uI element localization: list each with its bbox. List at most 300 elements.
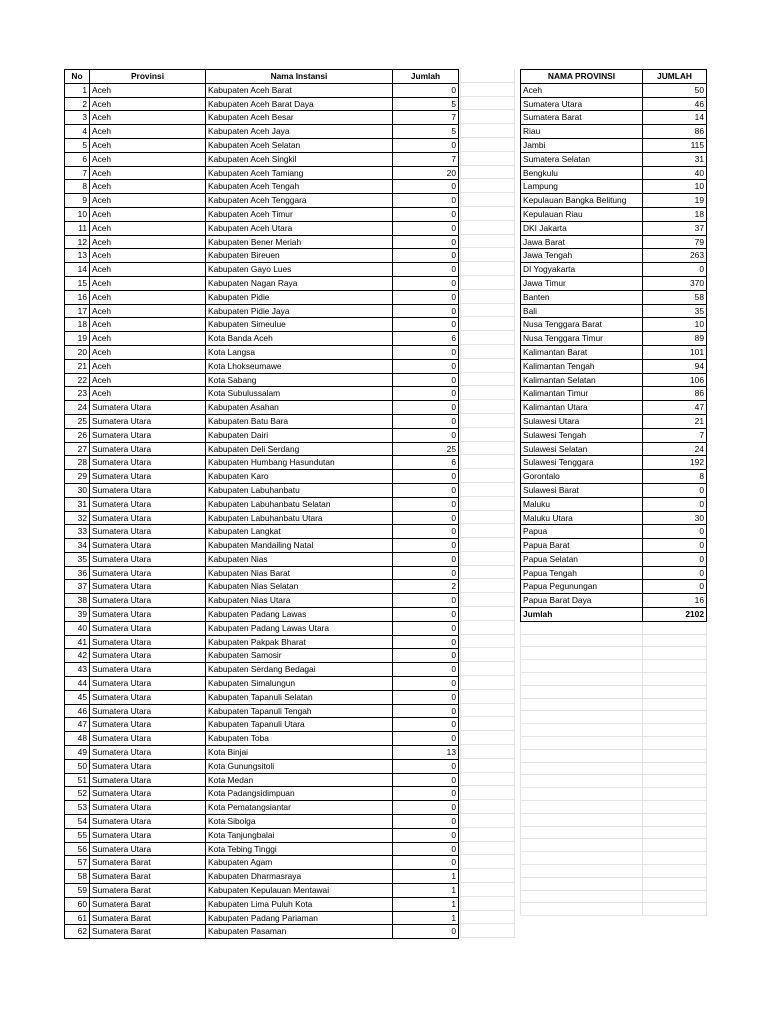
- empty-cell: [461, 331, 514, 345]
- nama-instansi-cell: Kabupaten Aceh Tengah: [206, 180, 393, 194]
- province-name-cell: Papua: [521, 525, 643, 539]
- empty-cell: [643, 890, 707, 903]
- provinsi-cell: Sumatera Utara: [90, 497, 206, 511]
- row-number: 3: [65, 111, 90, 125]
- nama-instansi-cell: Kabupaten Pasaman: [206, 925, 393, 939]
- nama-instansi-cell: Kota Langsa: [206, 345, 393, 359]
- table-row: [65, 621, 459, 635]
- summary-row: [521, 525, 707, 539]
- row-number: 62: [65, 925, 90, 939]
- table-row: [65, 207, 459, 221]
- summary-row: [521, 276, 707, 290]
- summary-row: [521, 497, 707, 511]
- summary-row: [521, 318, 707, 332]
- row-number: 42: [65, 649, 90, 663]
- nama-instansi-cell: Kabupaten Bireuen: [206, 249, 393, 263]
- row-number: 39: [65, 608, 90, 622]
- empty-cell: [461, 731, 514, 745]
- empty-cell: [461, 428, 514, 442]
- provinsi-cell: Sumatera Utara: [90, 525, 206, 539]
- provinsi-cell: Sumatera Utara: [90, 552, 206, 566]
- empty-cell: [461, 579, 514, 593]
- table-row: [65, 497, 459, 511]
- province-total-cell: 0: [643, 580, 707, 594]
- empty-cell: [643, 877, 707, 890]
- nama-instansi-cell: Kota Banda Aceh: [206, 332, 393, 346]
- nama-instansi-cell: Kota Subulussalam: [206, 387, 393, 401]
- nama-instansi-cell: Kabupaten Aceh Selatan: [206, 138, 393, 152]
- jumlah-cell: 13: [393, 746, 459, 760]
- table-row: [65, 180, 459, 194]
- provinsi-cell: Sumatera Barat: [90, 884, 206, 898]
- table-row: [65, 263, 459, 277]
- empty-column: [460, 69, 515, 938]
- provinsi-cell: Sumatera Utara: [90, 787, 206, 801]
- row-number: 25: [65, 414, 90, 428]
- table-row: [65, 870, 459, 884]
- empty-cell: [521, 660, 643, 673]
- summary-row: [521, 483, 707, 497]
- empty-cell: [461, 235, 514, 249]
- province-name-cell: Aceh: [521, 83, 643, 97]
- empty-cell: [461, 221, 514, 235]
- jumlah-cell: 0: [393, 663, 459, 677]
- summary-row: [521, 290, 707, 304]
- empty-cell: [461, 869, 514, 883]
- table-row: [65, 194, 459, 208]
- jumlah-cell: 0: [393, 828, 459, 842]
- jumlah-cell: 0: [393, 815, 459, 829]
- province-name-cell: Kalimantan Selatan: [521, 373, 643, 387]
- table-row: [65, 608, 459, 622]
- jumlah-cell: 1: [393, 911, 459, 925]
- empty-cell: [643, 711, 707, 724]
- row-number: 17: [65, 304, 90, 318]
- province-name-cell: Bengkulu: [521, 166, 643, 180]
- empty-cell: [461, 676, 514, 690]
- province-name-cell: Maluku Utara: [521, 511, 643, 525]
- provinsi-cell: Sumatera Utara: [90, 718, 206, 732]
- jumlah-cell: 0: [393, 525, 459, 539]
- provinsi-cell: Aceh: [90, 235, 206, 249]
- table-row: [65, 111, 459, 125]
- table-row: [65, 304, 459, 318]
- table-row: [65, 166, 459, 180]
- table-row: [65, 125, 459, 139]
- nama-instansi-cell: Kabupaten Samosir: [206, 649, 393, 663]
- row-number: 14: [65, 263, 90, 277]
- jumlah-cell: 0: [393, 704, 459, 718]
- jumlah-cell: 0: [393, 414, 459, 428]
- jumlah-cell: 0: [393, 801, 459, 815]
- jumlah-cell: 1: [393, 897, 459, 911]
- empty-cell: [461, 373, 514, 387]
- row-number: 30: [65, 483, 90, 497]
- nama-instansi-cell: Kabupaten Humbang Hasundutan: [206, 456, 393, 470]
- nama-instansi-cell: Kabupaten Padang Pariaman: [206, 911, 393, 925]
- empty-cell: [461, 552, 514, 566]
- empty-cell: [643, 673, 707, 686]
- empty-grid-row: [521, 673, 707, 686]
- empty-cell: [521, 634, 643, 647]
- province-name-cell: Nusa Tenggara Timur: [521, 332, 643, 346]
- province-name-cell: Kepulauan Bangka Belitung: [521, 194, 643, 208]
- nama-instansi-cell: Kota Pematangsiantar: [206, 801, 393, 815]
- empty-grid-row: [521, 698, 707, 711]
- empty-cell: [643, 660, 707, 673]
- jumlah-cell: 5: [393, 125, 459, 139]
- province-total-cell: 0: [643, 497, 707, 511]
- table-row: [65, 732, 459, 746]
- table-row: [65, 759, 459, 773]
- provinsi-cell: Aceh: [90, 373, 206, 387]
- table-row: [65, 815, 459, 829]
- summary-row: [521, 552, 707, 566]
- empty-cell: [521, 673, 643, 686]
- jumlah-cell: 0: [393, 608, 459, 622]
- province-total-cell: 370: [643, 276, 707, 290]
- nama-instansi-cell: Kabupaten Padang Lawas Utara: [206, 621, 393, 635]
- province-total-cell: 94: [643, 359, 707, 373]
- empty-cell: [461, 538, 514, 552]
- row-number: 29: [65, 470, 90, 484]
- table-row: [65, 442, 459, 456]
- province-total-cell: 14: [643, 111, 707, 125]
- table-row: [65, 249, 459, 263]
- jumlah-cell: 0: [393, 235, 459, 249]
- summary-row: [521, 152, 707, 166]
- row-number: 59: [65, 884, 90, 898]
- empty-cell: [461, 97, 514, 111]
- nama-instansi-cell: Kota Gunungsitoli: [206, 759, 393, 773]
- row-number: 26: [65, 428, 90, 442]
- empty-grid-row: [521, 890, 707, 903]
- nama-instansi-cell: Kabupaten Padang Lawas: [206, 608, 393, 622]
- table-row: [65, 138, 459, 152]
- nama-instansi-cell: Kabupaten Kepulauan Mentawai: [206, 884, 393, 898]
- provinsi-cell: Aceh: [90, 194, 206, 208]
- header-row: [65, 70, 459, 84]
- table-row: [65, 580, 459, 594]
- provinsi-cell: Aceh: [90, 125, 206, 139]
- empty-grid-row: [521, 749, 707, 762]
- provinsi-cell: Sumatera Utara: [90, 539, 206, 553]
- empty-cell: [461, 193, 514, 207]
- header-provinsi: Provinsi: [90, 70, 206, 84]
- empty-cell: [643, 762, 707, 775]
- empty-cell: [461, 911, 514, 925]
- provinsi-cell: Sumatera Utara: [90, 690, 206, 704]
- empty-cell: [461, 304, 514, 318]
- row-number: 47: [65, 718, 90, 732]
- jumlah-cell: 0: [393, 732, 459, 746]
- empty-cell: [461, 345, 514, 359]
- empty-cell: [521, 621, 643, 634]
- row-number: 33: [65, 525, 90, 539]
- provinsi-cell: Sumatera Utara: [90, 773, 206, 787]
- provinsi-cell: Sumatera Utara: [90, 801, 206, 815]
- empty-cell: [461, 759, 514, 773]
- empty-cell: [643, 621, 707, 634]
- provinsi-cell: Aceh: [90, 290, 206, 304]
- empty-cell: [521, 826, 643, 839]
- nama-instansi-cell: Kabupaten Lima Puluh Kota: [206, 897, 393, 911]
- nama-instansi-cell: Kabupaten Aceh Timur: [206, 207, 393, 221]
- empty-cell: [461, 83, 514, 97]
- province-total-cell: 46: [643, 97, 707, 111]
- nama-instansi-cell: Kabupaten Aceh Singkil: [206, 152, 393, 166]
- province-total-cell: 10: [643, 180, 707, 194]
- jumlah-cell: 0: [393, 83, 459, 97]
- empty-grid-row: [521, 839, 707, 852]
- province-name-cell: DI Yogyakarta: [521, 263, 643, 277]
- table-row: [65, 828, 459, 842]
- jumlah-cell: 0: [393, 842, 459, 856]
- jumlah-cell: 1: [393, 884, 459, 898]
- empty-grid-row: [521, 826, 707, 839]
- nama-instansi-cell: Kabupaten Aceh Tenggara: [206, 194, 393, 208]
- provinsi-cell: Aceh: [90, 83, 206, 97]
- province-name-cell: Kalimantan Tengah: [521, 359, 643, 373]
- table-row: [65, 456, 459, 470]
- empty-grid-row: [521, 801, 707, 814]
- empty-cell: [521, 813, 643, 826]
- province-name-cell: Sulawesi Tenggara: [521, 456, 643, 470]
- jumlah-cell: 0: [393, 221, 459, 235]
- row-number: 32: [65, 511, 90, 525]
- provinsi-cell: Aceh: [90, 276, 206, 290]
- row-number: 4: [65, 125, 90, 139]
- province-total-cell: 106: [643, 373, 707, 387]
- row-number: 61: [65, 911, 90, 925]
- provinsi-cell: Sumatera Barat: [90, 925, 206, 939]
- row-number: 20: [65, 345, 90, 359]
- summary-row: [521, 539, 707, 553]
- province-name-cell: Papua Selatan: [521, 552, 643, 566]
- row-number: 27: [65, 442, 90, 456]
- nama-instansi-cell: Kabupaten Tapanuli Tengah: [206, 704, 393, 718]
- empty-cell: [461, 855, 514, 869]
- province-total-cell: 0: [643, 263, 707, 277]
- row-number: 50: [65, 759, 90, 773]
- nama-instansi-cell: Kabupaten Labuhanbatu Selatan: [206, 497, 393, 511]
- table-row: [65, 97, 459, 111]
- empty-grid-row: [521, 877, 707, 890]
- table-row: [65, 290, 459, 304]
- row-number: 54: [65, 815, 90, 829]
- nama-instansi-cell: Kabupaten Tapanuli Utara: [206, 718, 393, 732]
- provinsi-cell: Aceh: [90, 207, 206, 221]
- row-number: 56: [65, 842, 90, 856]
- province-name-cell: Papua Pegunungan: [521, 580, 643, 594]
- empty-cell: [521, 685, 643, 698]
- summary-row: [521, 442, 707, 456]
- row-number: 21: [65, 359, 90, 373]
- empty-grid-row: [521, 865, 707, 878]
- provinsi-cell: Sumatera Utara: [90, 828, 206, 842]
- table-row: [65, 842, 459, 856]
- summary-row: [521, 373, 707, 387]
- empty-cell: [521, 647, 643, 660]
- table-row: [65, 152, 459, 166]
- jumlah-cell: 1: [393, 870, 459, 884]
- jumlah-cell: 0: [393, 649, 459, 663]
- empty-cell: [643, 749, 707, 762]
- total-value: 2102: [643, 608, 707, 622]
- table-row: [65, 663, 459, 677]
- row-number: 49: [65, 746, 90, 760]
- table-row: [65, 677, 459, 691]
- nama-instansi-cell: Kabupaten Mandailing Natal: [206, 539, 393, 553]
- empty-cell: [461, 662, 514, 676]
- empty-grid-row: [521, 685, 707, 698]
- province-total-cell: 40: [643, 166, 707, 180]
- nama-instansi-cell: Kota Binjai: [206, 746, 393, 760]
- empty-grid-row: [521, 903, 707, 916]
- province-total-cell: 37: [643, 221, 707, 235]
- empty-grid-row: [521, 621, 707, 634]
- table-row: [65, 911, 459, 925]
- summary-row: [521, 332, 707, 346]
- province-name-cell: Jawa Barat: [521, 235, 643, 249]
- summary-row: [521, 428, 707, 442]
- total-row: [521, 608, 707, 622]
- province-name-cell: Gorontalo: [521, 470, 643, 484]
- provinsi-cell: Sumatera Utara: [90, 456, 206, 470]
- row-number: 38: [65, 594, 90, 608]
- empty-grid-row: [521, 813, 707, 826]
- table-row: [65, 332, 459, 346]
- summary-row: [521, 594, 707, 608]
- summary-row: [521, 263, 707, 277]
- province-total-cell: 16: [643, 594, 707, 608]
- empty-cell: [643, 698, 707, 711]
- jumlah-cell: 0: [393, 539, 459, 553]
- row-number: 5: [65, 138, 90, 152]
- empty-cell: [461, 511, 514, 525]
- empty-grid-row: [521, 634, 707, 647]
- province-total-cell: 263: [643, 249, 707, 263]
- empty-cell: [461, 524, 514, 538]
- row-number: 35: [65, 552, 90, 566]
- province-name-cell: Papua Barat: [521, 539, 643, 553]
- empty-cell: [461, 248, 514, 262]
- nama-instansi-cell: Kabupaten Pidie Jaya: [206, 304, 393, 318]
- empty-cell: [521, 749, 643, 762]
- summary-row: [521, 345, 707, 359]
- summary-row: [521, 111, 707, 125]
- province-name-cell: Maluku: [521, 497, 643, 511]
- provinsi-cell: Aceh: [90, 138, 206, 152]
- row-number: 48: [65, 732, 90, 746]
- empty-cell: [461, 455, 514, 469]
- province-total-cell: 24: [643, 442, 707, 456]
- provinsi-cell: Sumatera Utara: [90, 566, 206, 580]
- jumlah-cell: 0: [393, 552, 459, 566]
- table-row: [65, 276, 459, 290]
- nama-instansi-cell: Kabupaten Simalungun: [206, 677, 393, 691]
- summary-row: [521, 511, 707, 525]
- province-name-cell: Kalimantan Timur: [521, 387, 643, 401]
- empty-cell: [643, 839, 707, 852]
- jumlah-cell: 0: [393, 635, 459, 649]
- summary-row: [521, 304, 707, 318]
- empty-cell: [643, 865, 707, 878]
- province-total-cell: 89: [643, 332, 707, 346]
- nama-instansi-cell: Kabupaten Toba: [206, 732, 393, 746]
- jumlah-cell: 0: [393, 401, 459, 415]
- table-row: [65, 470, 459, 484]
- provinsi-cell: Aceh: [90, 249, 206, 263]
- summary-row: [521, 194, 707, 208]
- province-total-cell: 0: [643, 525, 707, 539]
- nama-instansi-cell: Kabupaten Aceh Besar: [206, 111, 393, 125]
- table-row: [65, 525, 459, 539]
- empty-cell: [521, 852, 643, 865]
- empty-cell: [643, 737, 707, 750]
- province-name-cell: Banten: [521, 290, 643, 304]
- header-nama-provinsi: NAMA PROVINSI: [521, 70, 643, 84]
- nama-instansi-cell: Kabupaten Karo: [206, 470, 393, 484]
- province-name-cell: Sulawesi Selatan: [521, 442, 643, 456]
- row-number: 15: [65, 276, 90, 290]
- empty-cell: [461, 883, 514, 897]
- provinsi-cell: Sumatera Utara: [90, 842, 206, 856]
- summary-row: [521, 470, 707, 484]
- jumlah-cell: 0: [393, 925, 459, 939]
- empty-cell: [461, 152, 514, 166]
- province-total-cell: 192: [643, 456, 707, 470]
- row-number: 11: [65, 221, 90, 235]
- nama-instansi-cell: Kabupaten Nias: [206, 552, 393, 566]
- jumlah-cell: 5: [393, 97, 459, 111]
- province-name-cell: Sumatera Barat: [521, 111, 643, 125]
- row-number: 41: [65, 635, 90, 649]
- row-number: 22: [65, 373, 90, 387]
- provinsi-cell: Sumatera Utara: [90, 677, 206, 691]
- table-row: [65, 801, 459, 815]
- table-row: [65, 773, 459, 787]
- province-total-cell: 86: [643, 387, 707, 401]
- row-number: 12: [65, 235, 90, 249]
- jumlah-cell: 0: [393, 249, 459, 263]
- empty-cell: [461, 110, 514, 124]
- table-row: [65, 345, 459, 359]
- row-number: 2: [65, 97, 90, 111]
- jumlah-cell: 0: [393, 180, 459, 194]
- empty-grid-row: [521, 762, 707, 775]
- row-number: 51: [65, 773, 90, 787]
- provinsi-cell: Sumatera Utara: [90, 746, 206, 760]
- nama-instansi-cell: Kabupaten Tapanuli Selatan: [206, 690, 393, 704]
- provinsi-cell: Aceh: [90, 332, 206, 346]
- empty-cell: [643, 685, 707, 698]
- province-total-cell: 0: [643, 552, 707, 566]
- table-row: [65, 594, 459, 608]
- nama-instansi-cell: Kabupaten Aceh Barat Daya: [206, 97, 393, 111]
- provinsi-cell: Sumatera Utara: [90, 621, 206, 635]
- empty-cell: [461, 290, 514, 304]
- empty-cell: [461, 690, 514, 704]
- nama-instansi-cell: Kota Padangsidimpuan: [206, 787, 393, 801]
- province-total-cell: 31: [643, 152, 707, 166]
- row-number: 31: [65, 497, 90, 511]
- jumlah-cell: 0: [393, 594, 459, 608]
- empty-cell: [461, 469, 514, 483]
- empty-cell: [461, 800, 514, 814]
- empty-cell: [461, 179, 514, 193]
- row-number: 36: [65, 566, 90, 580]
